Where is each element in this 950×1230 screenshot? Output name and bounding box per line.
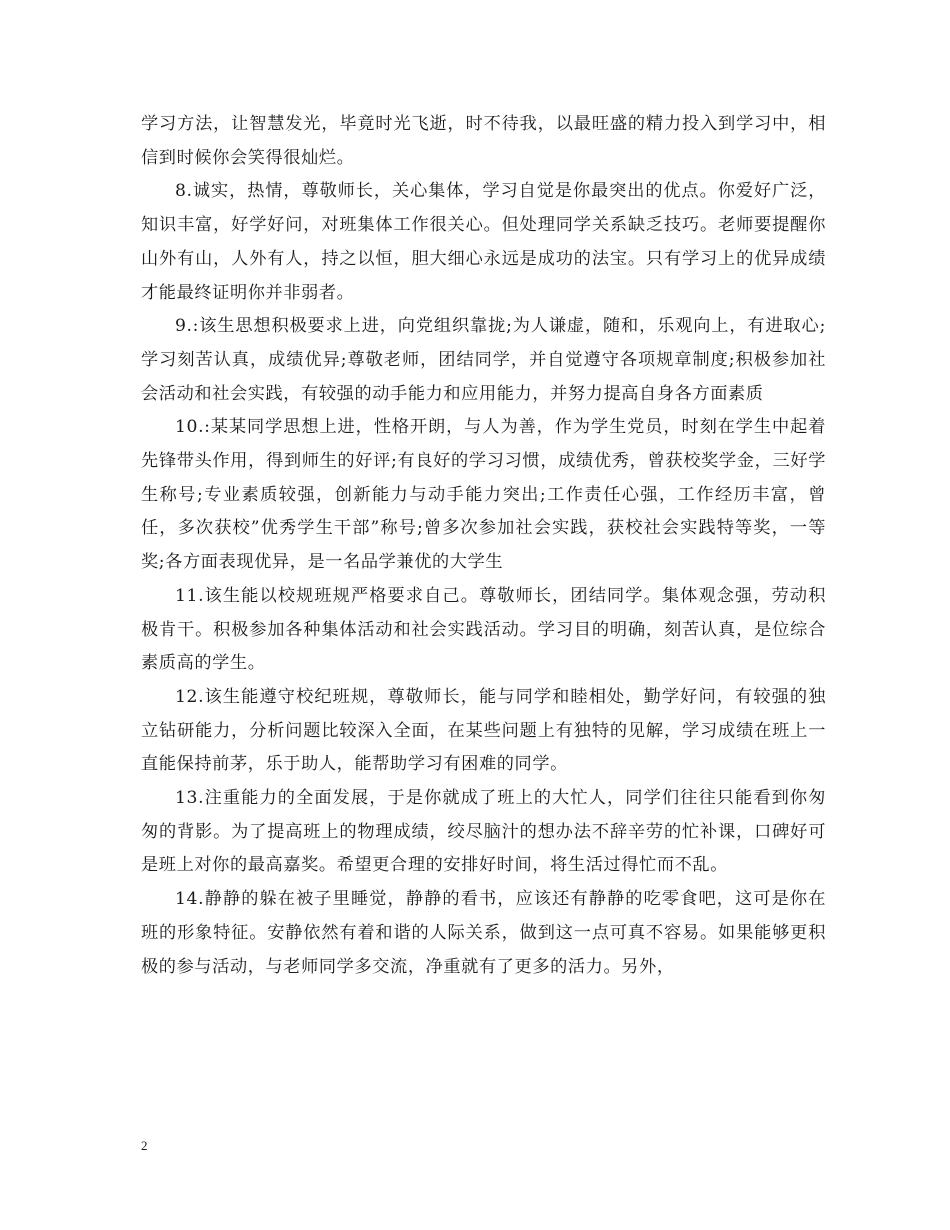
- paragraph-item-11: 11.该生能以校规班规严格要求自己。尊敬师长，团结同学。集体观念强，劳动积极肯干。积极参加各种集体活动和社会实践活动。学习目的明确，刻苦认真，是位综合素质高的学生。: [141, 585, 826, 674]
- paragraph-item-12: 12.该生能遵守校纪班规，尊敬师长，能与同学和睦相处，勤学好问，有较强的独立钻研能力，分析问题比较深入全面，在某些问题上有独特的见解，学习成绩在班上一直能保持前茅，乐于助人，能帮助学习有困难的同学。: [141, 686, 826, 775]
- page-number: 2: [141, 1138, 148, 1153]
- paragraph-item-13: 13.注重能力的全面发展，于是你就成了班上的大忙人，同学们往往只能看到你匆匆的背影。为了提高班上的物理成绩，绞尽脑汁的想办法不辞辛劳的忙补课，口碑好可是班上对你的最高嘉奖。希望更合理的安排好时间，将生活过得忙而不乱。: [141, 788, 826, 876]
- paragraph-item-9: 9.:该生思想积极要求上进，向党组织靠拢;为人谦虚，随和，乐观向上，有进取心;学习刻苦认真，成绩优异;尊敬老师，团结同学，并自觉遵守各项规章制度;积极参加社会活动和社会实践，有较强的动手能力和应用能力，并努力提高自身各方面素质: [141, 316, 826, 404]
- document-body: [141, 108, 826, 984]
- paragraph-continuation: 学习方法，让智慧发光，毕竟时光飞逝，时不待我，以最旺盛的精力投入到学习中，相信到时候你会笑得很灿烂。: [141, 114, 826, 168]
- paragraph-item-10: 10.:某某同学思想上进，性格开朗，与人为善，作为学生党员，时刻在学生中起着先锋带头作用，得到师生的好评;有良好的学习习惯，成绩优秀，曾获校奖学金，三好学生称号;专业素质较强，创新能力与动手能力突出;工作责任心强，工作经历丰富，曾任，多次获校”优秀学生干部”称号;曾多次参加社会实践，获校社会实践特等奖，一等奖;各方面表现优异，是一名品学兼优的大学生: [141, 417, 826, 573]
- paragraph-item-14: 14.静静的躲在被子里睡觉，静静的看书，应该还有静静的吃零食吧，这可是你在班的形象特征。安静依然有着和谐的人际关系，做到这一点可真不容易。如果能够更积极的参与活动，与老师同学多交流，净重就有了更多的活力。另外，: [141, 889, 826, 977]
- paragraph-item-8: 8.诚实，热情，尊敬师长，关心集体，学习自觉是你最突出的优点。你爱好广泛，知识丰富，好学好问，对班集体工作很关心。但处理同学关系缺乏技巧。老师要提醒你山外有山，人外有人，持之以恒，胆大细心永远是成功的法宝。只有学习上的优异成绩才能最终证明你并非弱者。: [141, 181, 826, 303]
